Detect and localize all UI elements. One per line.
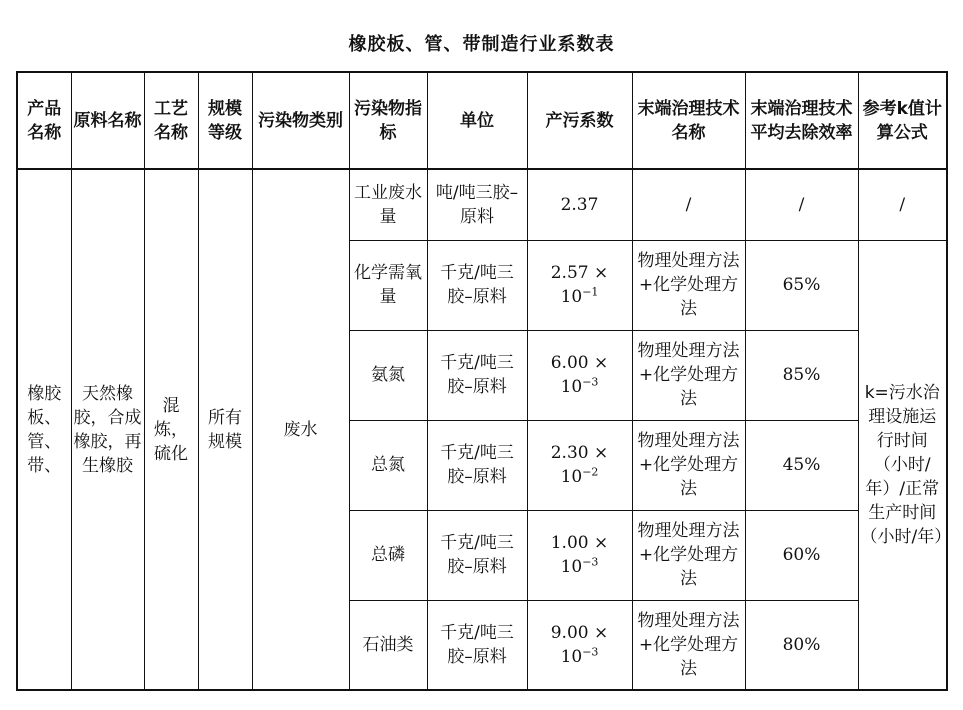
coef-mantissa: 2.57 [550,263,589,283]
cell-treatment: 物理处理方法+化学处理方法 [632,420,745,510]
cell-index: 总磷 [349,510,427,600]
cell-unit: 千克/吨三胶–原料 [427,600,527,690]
cell-efficiency: 80% [745,600,858,690]
cell-unit: 千克/吨三胶–原料 [427,240,527,330]
cell-pollutant-type: 废水 [252,169,349,690]
cell-efficiency: 60% [745,510,858,600]
coef-base: 10 [560,646,583,667]
header-efficiency: 末端治理技术平均去除效率 [745,72,858,169]
header-unit: 单位 [427,72,527,169]
header-treatment: 末端治理技术名称 [632,72,745,169]
cell-material: 天然橡胶，合成橡胶，再生橡胶 [71,169,144,690]
header-pollutant-type: 污染物类别 [252,72,349,169]
header-k-formula: 参考k值计算公式 [858,72,947,169]
coef-mantissa: 9.00 [550,622,589,643]
cell-k-formula: k=污水治理设施运行时间（小时/年）/正常生产时间（小时/年） [858,240,947,690]
cell-coefficient [527,240,632,330]
header-pollutant-index: 污染物指标 [349,72,427,169]
cell-treatment: 物理处理方法+化学处理方法 [632,330,745,420]
coef-times: × [594,533,609,553]
coef-mantissa: 1.00 [550,533,589,553]
cell-index: 工业废水量 [349,169,427,240]
table-title: 橡胶板、管、带制造行业系数表 [348,34,615,55]
header-row [17,72,947,169]
cell-unit: 千克/吨三胶–原料 [427,420,527,510]
cell-index: 氨氮 [349,330,427,420]
cell-index: 化学需氧量 [349,240,427,330]
cell-unit: 千克/吨三胶–原料 [427,330,527,420]
cell-scale: 所有规模 [198,169,252,690]
coef-times: × [594,263,609,283]
cell-efficiency: 85% [745,330,858,420]
cell-efficiency: 65% [745,240,858,330]
coef-times: × [594,353,609,373]
cell-k: / [858,169,947,240]
cell-process: 混炼，硫化 [144,169,198,690]
coef-times: × [594,443,609,463]
cell-efficiency: / [745,169,858,240]
coef-exponent: −3 [582,375,599,389]
coef-mantissa: 6.00 [550,353,589,373]
cell-coefficient: 2.37 [527,169,632,240]
cell-unit: 吨/吨三胶–原料 [427,169,527,240]
header-process: 工艺名称 [144,72,198,169]
coefficient-table [16,71,952,691]
table-row [17,169,947,240]
cell-coefficient [527,330,632,420]
coef-exponent: −3 [582,555,599,569]
cell-coefficient [527,510,632,600]
coef-mantissa: 2.30 [550,443,589,463]
header-material: 原料名称 [71,72,144,169]
cell-treatment: 物理处理方法+化学处理方法 [632,240,745,330]
coef-base: 10 [560,557,583,577]
coef-exponent: −2 [582,465,599,479]
coef-base: 10 [560,467,583,487]
cell-coefficient [527,420,632,510]
cell-treatment: 物理处理方法+化学处理方法 [632,600,745,690]
cell-coefficient [527,600,632,690]
cell-treatment: 物理处理方法+化学处理方法 [632,510,745,600]
cell-unit: 千克/吨三胶–原料 [427,510,527,600]
cell-index: 总氮 [349,420,427,510]
header-product: 产品名称 [17,72,71,169]
coef-base: 10 [560,287,583,307]
header-coefficient: 产污系数 [527,72,632,169]
coef-exponent: −3 [582,645,599,659]
cell-index: 石油类 [349,600,427,690]
cell-efficiency: 45% [745,420,858,510]
coef-exponent: −1 [582,285,599,299]
coef-base: 10 [560,377,583,397]
cell-product: 橡胶板、管、带、 [17,169,71,690]
coef-times: × [594,622,609,643]
cell-treatment: / [632,169,745,240]
header-scale: 规模等级 [198,72,252,169]
